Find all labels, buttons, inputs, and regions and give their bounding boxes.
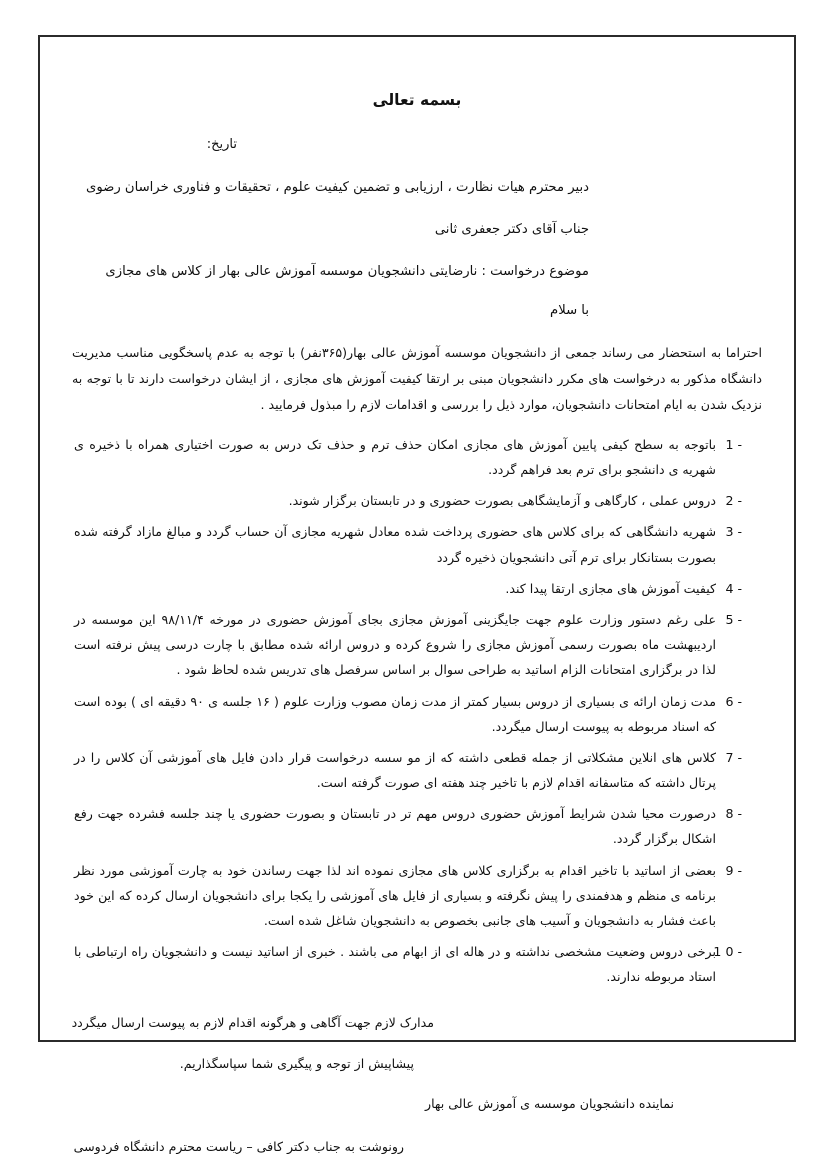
closing-thanks: پیشاپیش از توجه و پیگیری شما سپاسگذاریم. [179,1055,414,1071]
list-item [74,519,742,569]
requests-list [70,432,764,990]
list-item-number: 6 - [725,693,742,709]
letter-page-border [38,35,796,1154]
list-item-text: باتوجه به سطح کیفی پایین آموزش های مجازی امکان حذف ترم و حذف تک درس به صورت اختیاری همراه با ذخیره ی شهریه ی دانشجو برای ترم بعد فراهم گردد. [74,436,716,478]
addressee-line-subject: موضوع درخواست : نارضایتی دانشجویان موسسه آموزش عالی بهار از کلاس های مجازی [105,263,589,279]
list-item-text: علی رغم دستور وزارت علوم جهت جایگزینی آموزش مجازی بجای آموزش حضوری در مورخه ۹۸/۱۱/۴ این موسسه در اردیبهشت ماه بصورت رسمی آموزش مجازی را شروع کرده و دروس ارائه شده مطابق با چارت درسی پیش نرفته است لذا در برگزاری امتحانات الزام اساتید به طراحی سوال بر اساس سرفصل های تدریس شده لحاظ شود . [74,611,716,678]
addressee-line-recipient-title: دبیر محترم هیات نظارت ، ارزیابی و تضمین کیفیت علوم ، تحقیقات و فناوری خراسان رضوی [86,180,589,195]
list-item [74,858,742,934]
list-item-number: 1 - [725,436,742,452]
list-item-text: درصورت محیا شدن شرایط آموزش حضوری دروس مهم تر در تابستان و بصورت حضوری یا چند جلسه فشرده جهت رفع اشکال برگزار گردد. [74,806,716,847]
list-item-text: مدت زمان ارائه ی بسیاری از دروس بسیار کمتر از مدت زمان مصوب وزارت علوم ( ۱۶ جلسه ی ۹۰ دقیقه ای ) بوده است که اسناد مربوطه به پیوست ارسال میگردد. [74,693,716,734]
list-item-text: برخی دروس وضعیت مشخصی نداشته و در هاله ای از ابهام می باشند . خبری از اساتید نیست و دانشجویان راه ارتباطی با استاد مربوطه ندارند. [74,944,716,985]
list-item-number: 4 - [725,580,742,596]
list-item [74,939,742,989]
list-item [74,607,742,683]
closing-block [70,1010,764,1076]
list-item-text: شهریه دانشگاهی که برای کلاس های حضوری پرداخت شده معادل شهریه مجازی آن حساب گردد و مبالغ مازاد گرفته شده بصورت بستانکار برای ترم آتی دانشجویان ذخیره گردد [74,524,716,565]
closing-documents-note: مدارک لازم جهت آگاهی و هرگونه اقدام لازم به پیوست ارسال میگردد [71,1014,434,1030]
list-item-number: 8 - [725,806,742,822]
list-item [74,801,742,851]
list-item [74,576,742,601]
letter-body [40,37,794,1154]
carbon-copy-line: رونوشت به جناب دکتر کافی – ریاست محترم دانشگاه فردوسی [73,1138,404,1154]
list-item-number: 7 - [725,749,742,765]
list-item-number: 9 - [725,862,742,878]
list-item-number: 2 - [725,493,742,509]
signature-line: نماینده دانشجویان موسسه ی آموزش عالی بهار [425,1095,674,1111]
list-item [74,488,742,513]
list-item-number: 5 - [725,611,742,627]
list-item-number: 3 - [725,524,742,540]
salutation: با سلام [550,303,589,319]
list-item [74,745,742,795]
list-item-text: کیفیت آموزش های مجازی ارتقا پیدا کند. [505,580,716,596]
list-item-text: کلاس های انلاین مشکلاتی از جمله قطعی داشته که از مو سسه درخواست قرار دادن فایل های آموزشی آن کلاس را در پرتال داشته که متاسفانه اقدام لازم با تاخیر چند هفته ای صورت گرفته است. [74,749,716,791]
list-item [74,432,742,482]
date-label: تاریخ: [206,137,237,152]
list-item-text: بعضی از اساتید با تاخیر اقدام به برگزاری کلاس های مجازی نموده اند لذا جهت رساندن خود به چارت آموزشی مورد نظر برنامه ی منظم و هدفمندی را پیش نگرفته و بسیاری از فایل های آموزشی را یکجا برای دانشجویان ارسال کرده که این خود باعث فشار به دانشجویان و آسیب های جانبی بخصوص به دانشجویان شاغل شده است. [74,862,716,929]
addressee-block [70,178,764,281]
list-item [74,689,742,739]
addressee-line-recipient-name: جناب آقای دکتر جعفری ثانی [434,221,589,237]
basmala-heading: بسمه تعالی [372,91,462,109]
list-item-number: 1 0 - [713,944,742,960]
list-item-text: دروس عملی ، کارگاهی و آزمایشگاهی بصورت حضوری و در تابستان برگزار شوند. [288,493,716,509]
intro-paragraph: احتراما به استحضار می رساند جمعی از دانشجویان موسسه آموزش عالی بهار(۳۶۵نفر) با توجه به عدم پاسخگویی مناسب مدیریت دانشگاه مذکور به درخواست های مکرر دانشجویان مبنی بر ارتقا کیفیت آموزش های مجازی ، از ایشان درخواست دارند تا با توجه به نزدیک شدن به ایام امتحانات دانشجویان، موارد ذیل را بررسی و اقدامات لازم را مبذول فرمایید . [72,345,762,413]
